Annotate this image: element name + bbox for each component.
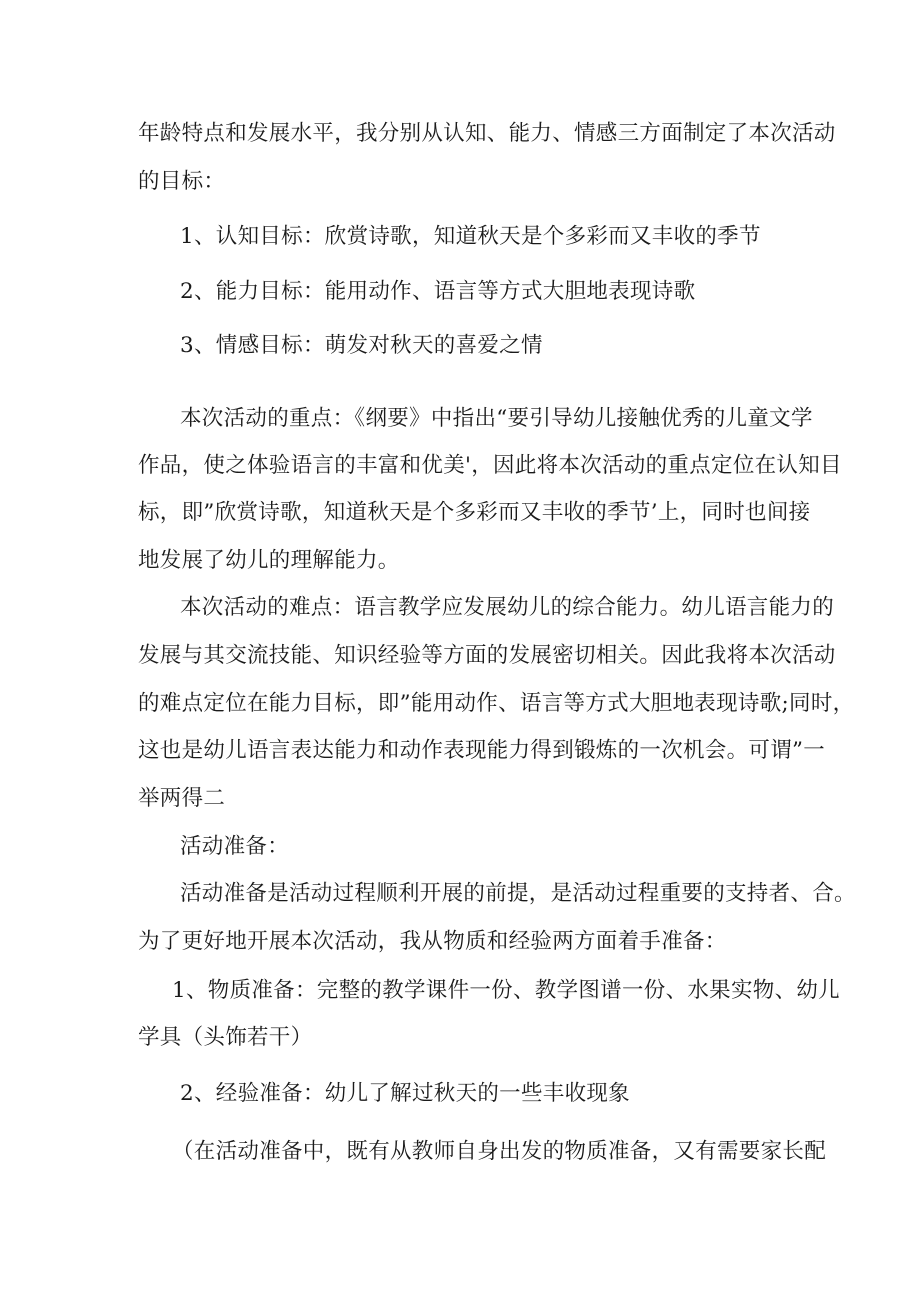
text-line: 地发展了幼儿的理解能力。 xyxy=(138,548,400,573)
text-line: 发展与其交流技能、知识经验等方面的发展密切相关。因此我将本次活动 xyxy=(138,643,836,668)
text-line: 作品，使之体验语言的丰富和优美'，因此将本次活动的重点定位在认知目 xyxy=(138,453,842,478)
text-line: （在活动准备中，既有从教师自身出发的物质准备，又有需要家长配 xyxy=(172,1139,827,1164)
goal-item-cognitive: 1、认知目标：欣赏诗歌，知道秋天是个多彩而又丰收的季节 xyxy=(180,224,761,249)
goal-item-ability: 2、能力目标：能用动作、语言等方式大胆地表现诗歌 xyxy=(180,279,696,304)
text-line: 学具（头饰若干） xyxy=(138,1025,313,1050)
goal-item-emotion: 3、情感目标：萌发对秋天的喜爱之情 xyxy=(180,333,543,358)
text-line: 的难点定位在能力目标，即”能用动作、语言等方式大胆地表现诗歌;同时， xyxy=(138,691,855,716)
text-line: 标，即”欣赏诗歌，知道秋天是个多彩而又丰收的季节’上，同时也间接 xyxy=(138,500,811,525)
text-line: 这也是幼儿语言表达能力和动作表现能力得到锻炼的一次机会。可谓”一 xyxy=(138,738,826,763)
text-line: 本次活动的重点：《纲要》中指出“要引导幼儿接触优秀的儿童文学 xyxy=(180,406,813,431)
text-line: 举两得二 xyxy=(138,786,226,811)
text-line: 活动准备是活动过程顺利开展的前提，是活动过程重要的支持者、合。 xyxy=(180,881,856,906)
section-heading: 活动准备： xyxy=(180,834,290,859)
text-line: 本次活动的难点：语言教学应发展幼儿的综合能力。幼儿语言能力的 xyxy=(180,595,835,620)
text-line: 为了更好地开展本次活动，我从物质和经验两方面着手准备： xyxy=(138,929,727,954)
prep-item-experience: 2、经验准备：幼儿了解过秋天的一些丰收现象 xyxy=(180,1081,630,1106)
prep-item-material: 1、物质准备：完整的教学课件一份、教学图谱一份、水果实物、幼儿 xyxy=(172,978,840,1003)
text-line: 的目标： xyxy=(138,169,226,194)
text-line: 年龄特点和发展水平，我分别从认知、能力、情感三方面制定了本次活动 xyxy=(138,121,836,146)
